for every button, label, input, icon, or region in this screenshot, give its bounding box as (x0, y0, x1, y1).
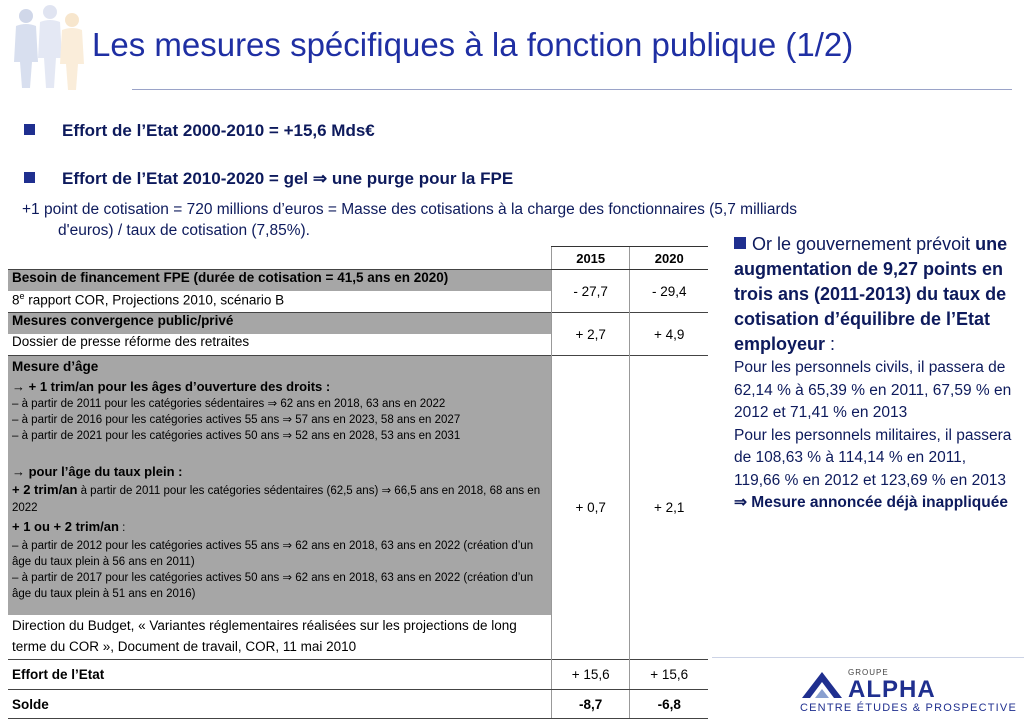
bullet-square-icon (24, 172, 35, 183)
bullet-text: Effort de l’Etat 2010-2020 = gel ⇒ une purge pour la FPE (62, 169, 514, 188)
table-row (8, 313, 708, 335)
paragraph-line-2: d'euros) / taux de cotisation (7,85%). (58, 222, 310, 239)
logo-groupe: GROUPE (848, 668, 889, 677)
sub-heading: → + 1 trim/an pour les âges d’ouverture des droits : (12, 379, 331, 394)
bullet-effort-2000-2010 (24, 121, 375, 141)
side-conclusion: ⇒ Mesure annoncée déjà inappliquée (734, 494, 1008, 511)
value-2020: + 2,1 (630, 356, 708, 660)
side-military-text: Pour les personnels militaires, il passera de 108,63 % à 114,14 % en 2011, 119,66 % en 2012 et 123,69 % en 2013 (734, 426, 1012, 489)
detail-line: – à partir de 2021 pour les catégories actives 50 ans ⇒ 52 ans en 2028, 53 ans en 2031 (12, 430, 461, 442)
bullet-effort-2010-2020 (24, 169, 513, 189)
col-header-2015: 2015 (551, 247, 630, 270)
bullet-square-icon (24, 124, 35, 135)
side-civil-text: Pour les personnels civils, il passera de 62,14 % à 65,39 % en 2011, 67,59 % en 2012 et 71,41 % en 2013 (734, 359, 1012, 421)
detail-line: – à partir de 2016 pour les catégories actives 55 ans ⇒ 57 ans en 2023, 58 ans en 2027 (12, 414, 461, 426)
sub-heading: → pour l’âge du taux plein : (12, 464, 183, 479)
bullet-square-icon (734, 237, 746, 249)
value-2020: - 29,4 (630, 270, 708, 313)
col-header-2020: 2020 (630, 247, 708, 270)
row-source: Dossier de presse réforme des retraites (12, 334, 250, 349)
row-source: 8e rapport COR, Projections 2010, scénario B (12, 291, 285, 308)
bullet-text: Effort de l’Etat 2000-2010 = +15,6 Mds€ (62, 121, 375, 140)
alpha-logo-icon (800, 670, 844, 700)
detail-line: – à partir de 2011 pour les catégories sédentaires ⇒ 62 ans en 2018, 63 ans en 2022 (12, 398, 446, 410)
side-commentary (734, 232, 1016, 515)
row-label: Besoin de financement FPE (durée de cotisation = 41,5 ans en 2020) (8, 270, 551, 292)
detail-line: – à partir de 2017 pour les catégories actives 50 ans ⇒ 62 ans en 2018, 63 ans en 2022 (création d’un âge du taux plein à 51 ans en 2016) (12, 572, 534, 600)
value-2015: -8,7 (551, 690, 630, 719)
table-row (8, 270, 708, 292)
paragraph-line-1: +1 point de cotisation = 720 millions d’euros = Masse des cotisations à la charge des fonctionnaires (5,7 milliards (22, 201, 797, 218)
detail-line: + 1 ou + 2 trim/an : (12, 519, 126, 534)
value-2020: + 15,6 (630, 660, 708, 690)
value-2020: + 4,9 (630, 313, 708, 356)
row-label: Mesures convergence public/privé (8, 313, 551, 335)
financing-table (8, 246, 708, 719)
row-label: Solde (8, 690, 551, 719)
table-row (8, 356, 708, 616)
table-header-row (8, 247, 708, 270)
value-2020: -6,8 (630, 690, 708, 719)
value-2015: - 27,7 (551, 270, 630, 313)
row-label: Mesure d’âge (12, 359, 99, 374)
detail-line: – à partir de 2012 pour les catégories actives 55 ans ⇒ 62 ans en 2018, 63 ans en 2022 (création d’un âge du taux plein à 56 ans en 2011) (12, 540, 534, 568)
table-row (8, 660, 708, 690)
alpha-logo (800, 668, 1020, 718)
footer-divider (712, 657, 1024, 658)
table-row (8, 690, 708, 719)
row-source: Direction du Budget, « Variantes réglementaires réalisées sur les projections de long terme du COR », Document de travail, COR, 11 mai 2010 (12, 618, 517, 654)
logo-subtitle: CENTRE ÉTUDES & PROSPECTIVE (800, 702, 1017, 714)
logo-name: ALPHA (848, 676, 936, 703)
page-title: Les mesures spécifiques à la fonction publique (1/2) (92, 26, 854, 63)
detail-line: + 2 trim/an à partir de 2011 pour les catégories sédentaires (62,5 ans) ⇒ 66,5 ans en 2018, 68 ans en 2022 (12, 482, 541, 514)
title-divider (132, 89, 1012, 90)
value-2015: + 15,6 (551, 660, 630, 690)
people-illustration-icon (8, 2, 88, 90)
side-intro: Or le gouvernement prévoit une augmentation de 9,27 points en trois ans (2011-2013) du taux de cotisation d’équilibre de l’Etat employeur : (734, 234, 1008, 354)
value-2015: + 2,7 (551, 313, 630, 356)
row-label: Effort de l’Etat (8, 660, 551, 690)
value-2015: + 0,7 (551, 356, 630, 660)
mesure-age-block (8, 356, 551, 616)
